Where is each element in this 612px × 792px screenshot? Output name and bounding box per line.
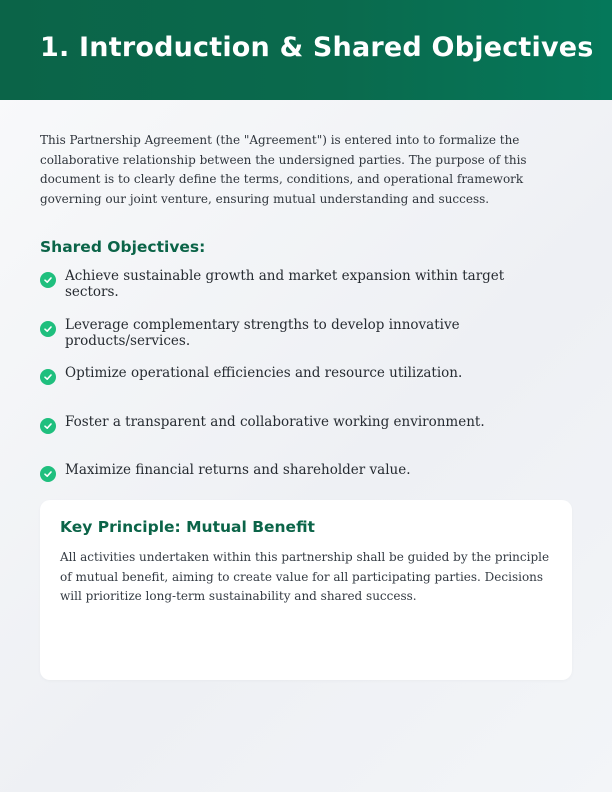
objective-item — [40, 268, 510, 300]
check-circle-icon — [40, 272, 56, 288]
check-circle-icon — [40, 418, 56, 434]
check-circle-icon — [40, 466, 56, 482]
objective-text: Achieve sustainable growth and market expansion within target sectors. — [65, 268, 505, 300]
objective-item — [40, 462, 510, 482]
objectives-heading: Shared Objectives: — [40, 238, 206, 256]
objective-text: Maximize financial returns and shareholder value. — [65, 462, 411, 478]
key-principle-body: All activities undertaken within this partnership shall be guided by the principle of mutual benefit, aiming to create value for all participating parties. Decisions will prioritize long-term sustainability and shared success. — [60, 550, 550, 603]
intro-paragraph: This Partnership Agreement (the "Agreement") is entered into to formalize the collaborative relationship between the undersigned parties. The purpose of this document is to clearly define the terms, conditions, and operational framework governing our joint venture, ensuring mutual understanding and success. — [40, 133, 527, 206]
check-circle-icon — [40, 321, 56, 337]
objective-text: Optimize operational efficiencies and resource utilization. — [65, 365, 463, 381]
objective-item — [40, 365, 510, 385]
key-principle-card — [40, 500, 572, 680]
objective-text: Foster a transparent and collaborative working environment. — [65, 414, 485, 430]
objective-item — [40, 317, 510, 349]
objective-item — [40, 414, 510, 434]
check-circle-icon — [40, 369, 56, 385]
key-principle-title: Key Principle: Mutual Benefit — [60, 518, 315, 536]
section-header — [0, 0, 612, 100]
page-title: 1. Introduction & Shared Objectives — [40, 32, 594, 63]
objective-text: Leverage complementary strengths to develop innovative products/services. — [65, 317, 460, 349]
